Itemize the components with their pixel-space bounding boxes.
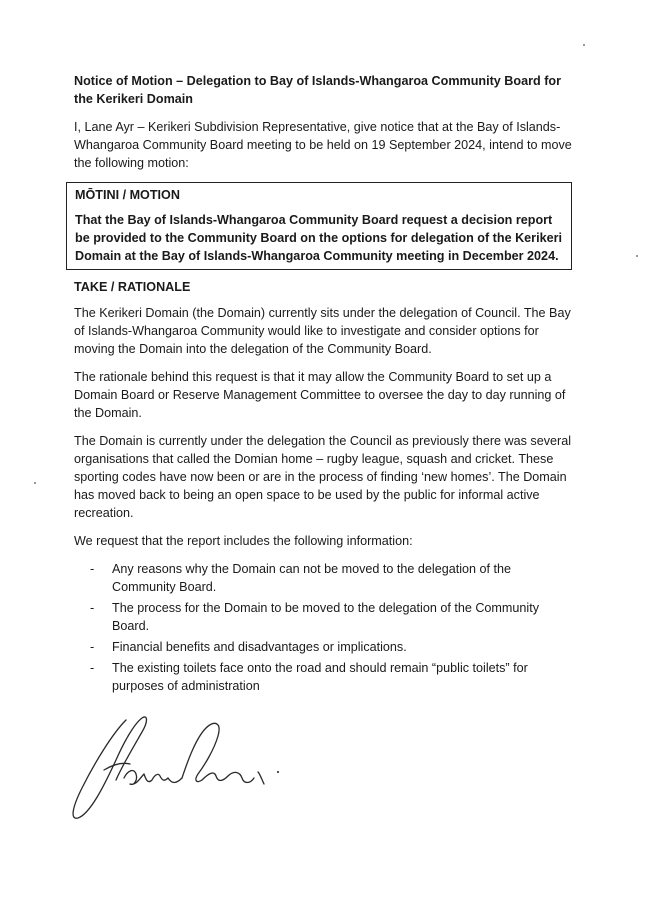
rationale-heading: TAKE / RATIONALE — [74, 280, 191, 294]
notice-title: Notice of Motion – Delegation to Bay of Islands-Whangaroa Community Board for the Kerikeri Domain — [74, 74, 561, 106]
scan-speck — [34, 482, 36, 484]
list-dash: - — [90, 601, 95, 615]
document-body — [74, 72, 574, 698]
information-list — [74, 560, 574, 695]
request-intro: We request that the report includes the following information: — [74, 534, 413, 548]
list-item-text: Financial benefits and disadvantages or implications. — [112, 640, 407, 654]
handwritten-signature — [64, 700, 304, 830]
notice-intro: I, Lane Ayr – Kerikeri Subdivision Representative, give notice that at the Bay of Islands-Whangaroa Community Board meeting to be held on 19 September 2024, intend to move the following motion: — [74, 120, 572, 170]
list-item — [74, 560, 574, 596]
list-item — [74, 599, 574, 635]
rationale-paragraph-2: The rationale behind this request is that it may allow the Community Board to set up a Domain Board or Reserve Management Committee to oversee the day to day running of the Domain. — [74, 370, 566, 420]
list-item-text: Any reasons why the Domain can not be moved to the delegation of the Community Board. — [112, 562, 512, 594]
scan-speck — [636, 255, 638, 257]
motion-heading: MŌTINI / MOTION — [75, 188, 180, 202]
motion-box — [66, 182, 572, 270]
rationale-paragraph-3: The Domain is currently under the delegation the Council as previously there was several organisations that called the Domian home – rugby league, squash and cricket. These sporting codes have now been or are in the process of finding ‘new homes’. The Domain has moved back to being an open space to be used by the public for informal active recreation. — [74, 434, 572, 520]
motion-text: That the Bay of Islands-Whangaroa Community Board request a decision report be provided to the Community Board on the options for delegation of the Kerikeri Domain at the Bay of Islands-Whangaroa Community meeting in December 2024. — [75, 213, 562, 263]
list-item — [74, 638, 574, 656]
list-item-text: The process for the Domain to be moved to the delegation of the Community Board. — [112, 601, 540, 633]
list-dash: - — [90, 562, 95, 576]
rationale-paragraph-1: The Kerikeri Domain (the Domain) currently sits under the delegation of Council. The Bay of Islands-Whangaroa Community would like to investigate and consider options for moving the Domain into the delegation of the Community Board. — [74, 306, 571, 356]
scan-speck — [583, 44, 585, 46]
list-item — [74, 659, 574, 695]
list-item-text: The existing toilets face onto the road and should remain “public toilets” for purposes of administration — [112, 661, 528, 693]
list-dash: - — [90, 640, 95, 654]
list-dash: - — [90, 661, 95, 675]
